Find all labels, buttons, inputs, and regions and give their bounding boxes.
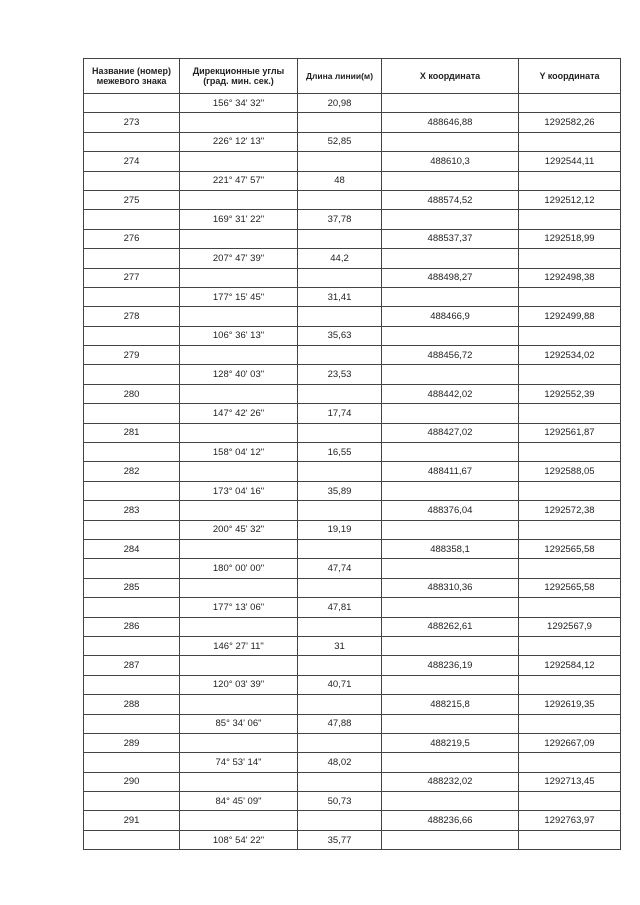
marker-name-cell — [84, 443, 180, 462]
y-coordinate-cell: 1292499,88 — [519, 307, 621, 326]
direction-angle-cell: 120° 03' 39" — [180, 675, 298, 694]
direction-angle-cell: 74° 53' 14" — [180, 753, 298, 772]
line-length-cell — [298, 501, 382, 520]
marker-name-cell — [84, 559, 180, 578]
x-coordinate-cell — [382, 636, 519, 655]
marker-name-cell — [84, 598, 180, 617]
x-coordinate-cell — [382, 326, 519, 345]
line-length-cell: 35,77 — [298, 830, 382, 849]
table-row — [84, 733, 621, 752]
table-row — [84, 811, 621, 830]
x-coordinate-cell: 488466,9 — [382, 307, 519, 326]
table-row — [84, 695, 621, 714]
line-length-cell: 47,81 — [298, 598, 382, 617]
direction-angle-cell: 173° 04' 16" — [180, 481, 298, 500]
table-row — [84, 656, 621, 675]
marker-name-cell — [84, 753, 180, 772]
table-row — [84, 501, 621, 520]
y-coordinate-cell — [519, 94, 621, 113]
table-row — [84, 714, 621, 733]
direction-angle-cell: 106° 36' 13" — [180, 326, 298, 345]
direction-angle-cell — [180, 462, 298, 481]
line-length-cell: 37,78 — [298, 210, 382, 229]
line-length-cell — [298, 695, 382, 714]
marker-name-cell — [84, 675, 180, 694]
x-coordinate-cell — [382, 520, 519, 539]
y-coordinate-cell — [519, 132, 621, 151]
y-coordinate-cell: 1292512,12 — [519, 190, 621, 209]
direction-angle-cell — [180, 190, 298, 209]
direction-angle-cell: 147° 42' 26" — [180, 404, 298, 423]
direction-angle-cell: 177° 15' 45" — [180, 287, 298, 306]
y-coordinate-cell — [519, 481, 621, 500]
table-row — [84, 365, 621, 384]
y-coordinate-cell: 1292588,05 — [519, 462, 621, 481]
line-length-cell — [298, 423, 382, 442]
marker-name-cell — [84, 287, 180, 306]
y-coordinate-cell — [519, 675, 621, 694]
x-coordinate-cell — [382, 443, 519, 462]
y-coordinate-cell: 1292567,9 — [519, 617, 621, 636]
line-length-cell: 52,85 — [298, 132, 382, 151]
direction-angle-cell — [180, 152, 298, 171]
table-row — [84, 443, 621, 462]
y-coordinate-cell: 1292572,38 — [519, 501, 621, 520]
x-coordinate-cell: 488236,66 — [382, 811, 519, 830]
line-length-cell — [298, 539, 382, 558]
x-coordinate-cell: 488537,37 — [382, 229, 519, 248]
line-length-cell — [298, 384, 382, 403]
y-coordinate-cell — [519, 171, 621, 190]
marker-name-cell — [84, 365, 180, 384]
table-row — [84, 346, 621, 365]
line-length-cell — [298, 617, 382, 636]
x-coordinate-cell: 488376,04 — [382, 501, 519, 520]
marker-name-cell: 291 — [84, 811, 180, 830]
x-coordinate-cell — [382, 210, 519, 229]
marker-name-cell — [84, 792, 180, 811]
line-length-cell — [298, 113, 382, 132]
table-row — [84, 559, 621, 578]
direction-angle-cell — [180, 695, 298, 714]
x-coordinate-cell: 488358,1 — [382, 539, 519, 558]
marker-name-cell — [84, 94, 180, 113]
x-coordinate-cell: 488427,02 — [382, 423, 519, 442]
x-coordinate-cell — [382, 714, 519, 733]
y-coordinate-cell — [519, 443, 621, 462]
header-x-coordinate: X координата — [382, 59, 519, 94]
y-coordinate-cell: 1292667,09 — [519, 733, 621, 752]
table-row — [84, 772, 621, 791]
marker-name-cell: 278 — [84, 307, 180, 326]
marker-name-cell: 288 — [84, 695, 180, 714]
table-row — [84, 462, 621, 481]
table-row — [84, 152, 621, 171]
y-coordinate-cell: 1292565,58 — [519, 578, 621, 597]
x-coordinate-cell — [382, 249, 519, 268]
direction-angle-cell: 207° 47' 39" — [180, 249, 298, 268]
table-row — [84, 190, 621, 209]
x-coordinate-cell — [382, 171, 519, 190]
marker-name-cell: 276 — [84, 229, 180, 248]
direction-angle-cell: 226° 12' 13" — [180, 132, 298, 151]
line-length-cell: 47,74 — [298, 559, 382, 578]
direction-angle-cell — [180, 229, 298, 248]
y-coordinate-cell: 1292561,87 — [519, 423, 621, 442]
marker-name-cell: 287 — [84, 656, 180, 675]
y-coordinate-cell — [519, 326, 621, 345]
y-coordinate-cell: 1292552,39 — [519, 384, 621, 403]
marker-name-cell: 285 — [84, 578, 180, 597]
line-length-cell — [298, 307, 382, 326]
line-length-cell: 31,41 — [298, 287, 382, 306]
y-coordinate-cell — [519, 287, 621, 306]
marker-name-cell: 280 — [84, 384, 180, 403]
direction-angle-cell: 169° 31' 22" — [180, 210, 298, 229]
x-coordinate-cell — [382, 365, 519, 384]
boundary-coordinates-table — [83, 58, 621, 850]
line-length-cell: 35,63 — [298, 326, 382, 345]
table-row — [84, 307, 621, 326]
line-length-cell — [298, 772, 382, 791]
line-length-cell — [298, 190, 382, 209]
direction-angle-cell — [180, 578, 298, 597]
marker-name-cell: 290 — [84, 772, 180, 791]
y-coordinate-cell — [519, 830, 621, 849]
line-length-cell — [298, 152, 382, 171]
x-coordinate-cell: 488219,5 — [382, 733, 519, 752]
marker-name-cell: 277 — [84, 268, 180, 287]
line-length-cell: 47,88 — [298, 714, 382, 733]
document-page — [83, 58, 620, 850]
y-coordinate-cell — [519, 636, 621, 655]
x-coordinate-cell: 488610,3 — [382, 152, 519, 171]
table-row — [84, 210, 621, 229]
line-length-cell — [298, 733, 382, 752]
direction-angle-cell — [180, 268, 298, 287]
x-coordinate-cell — [382, 598, 519, 617]
line-length-cell: 48 — [298, 171, 382, 190]
marker-name-cell — [84, 481, 180, 500]
line-length-cell: 40,71 — [298, 675, 382, 694]
marker-name-cell — [84, 171, 180, 190]
table-row — [84, 423, 621, 442]
direction-angle-cell: 128° 40' 03" — [180, 365, 298, 384]
y-coordinate-cell — [519, 792, 621, 811]
table-row — [84, 753, 621, 772]
line-length-cell: 17,74 — [298, 404, 382, 423]
table-row — [84, 384, 621, 403]
line-length-cell — [298, 578, 382, 597]
marker-name-cell — [84, 326, 180, 345]
line-length-cell: 50,73 — [298, 792, 382, 811]
direction-angle-cell: 158° 04' 12" — [180, 443, 298, 462]
direction-angle-cell — [180, 113, 298, 132]
marker-name-cell: 274 — [84, 152, 180, 171]
table-body — [84, 94, 621, 850]
y-coordinate-cell — [519, 249, 621, 268]
direction-angle-cell: 180° 00' 00" — [180, 559, 298, 578]
table-row — [84, 268, 621, 287]
table-row — [84, 287, 621, 306]
y-coordinate-cell: 1292763,97 — [519, 811, 621, 830]
marker-name-cell: 275 — [84, 190, 180, 209]
header-direction-angle: Дирекционные углы (град. мин. сек.) — [180, 59, 298, 94]
table-row — [84, 830, 621, 849]
header-marker-name: Название (номер) межевого знака — [84, 59, 180, 94]
table-row — [84, 578, 621, 597]
direction-angle-cell: 85° 34' 06" — [180, 714, 298, 733]
direction-angle-cell: 84° 45' 09" — [180, 792, 298, 811]
table-row — [84, 792, 621, 811]
y-coordinate-cell: 1292619,35 — [519, 695, 621, 714]
table-row — [84, 132, 621, 151]
y-coordinate-cell: 1292498,38 — [519, 268, 621, 287]
line-length-cell — [298, 656, 382, 675]
x-coordinate-cell: 488498,27 — [382, 268, 519, 287]
marker-name-cell — [84, 714, 180, 733]
table-row — [84, 249, 621, 268]
x-coordinate-cell — [382, 132, 519, 151]
line-length-cell: 20,98 — [298, 94, 382, 113]
header-y-coordinate: Y координата — [519, 59, 621, 94]
y-coordinate-cell: 1292518,99 — [519, 229, 621, 248]
marker-name-cell — [84, 520, 180, 539]
x-coordinate-cell — [382, 287, 519, 306]
table-row — [84, 520, 621, 539]
direction-angle-cell — [180, 772, 298, 791]
direction-angle-cell — [180, 384, 298, 403]
direction-angle-cell — [180, 656, 298, 675]
table-row — [84, 636, 621, 655]
marker-name-cell: 282 — [84, 462, 180, 481]
x-coordinate-cell: 488310,36 — [382, 578, 519, 597]
x-coordinate-cell — [382, 559, 519, 578]
line-length-cell — [298, 229, 382, 248]
table-row — [84, 229, 621, 248]
y-coordinate-cell: 1292713,45 — [519, 772, 621, 791]
table-row — [84, 171, 621, 190]
marker-name-cell: 281 — [84, 423, 180, 442]
direction-angle-cell: 221° 47' 57" — [180, 171, 298, 190]
table-row — [84, 113, 621, 132]
direction-angle-cell — [180, 733, 298, 752]
marker-name-cell — [84, 249, 180, 268]
x-coordinate-cell: 488236,19 — [382, 656, 519, 675]
marker-name-cell — [84, 132, 180, 151]
table-row — [84, 675, 621, 694]
line-length-cell — [298, 811, 382, 830]
line-length-cell: 44,2 — [298, 249, 382, 268]
x-coordinate-cell: 488262,61 — [382, 617, 519, 636]
marker-name-cell — [84, 210, 180, 229]
direction-angle-cell — [180, 617, 298, 636]
x-coordinate-cell: 488442,02 — [382, 384, 519, 403]
direction-angle-cell — [180, 539, 298, 558]
x-coordinate-cell — [382, 481, 519, 500]
y-coordinate-cell — [519, 404, 621, 423]
y-coordinate-cell — [519, 714, 621, 733]
x-coordinate-cell: 488456,72 — [382, 346, 519, 365]
table-row — [84, 404, 621, 423]
line-length-cell: 48,02 — [298, 753, 382, 772]
direction-angle-cell: 146° 27' 11" — [180, 636, 298, 655]
line-length-cell: 31 — [298, 636, 382, 655]
line-length-cell — [298, 346, 382, 365]
x-coordinate-cell: 488232,02 — [382, 772, 519, 791]
direction-angle-cell — [180, 423, 298, 442]
line-length-cell: 23,53 — [298, 365, 382, 384]
y-coordinate-cell: 1292584,12 — [519, 656, 621, 675]
marker-name-cell: 283 — [84, 501, 180, 520]
y-coordinate-cell: 1292582,26 — [519, 113, 621, 132]
y-coordinate-cell — [519, 753, 621, 772]
y-coordinate-cell — [519, 210, 621, 229]
direction-angle-cell: 200° 45' 32" — [180, 520, 298, 539]
x-coordinate-cell — [382, 830, 519, 849]
line-length-cell — [298, 268, 382, 287]
x-coordinate-cell: 488574,52 — [382, 190, 519, 209]
table-row — [84, 481, 621, 500]
marker-name-cell: 289 — [84, 733, 180, 752]
y-coordinate-cell — [519, 365, 621, 384]
marker-name-cell: 273 — [84, 113, 180, 132]
x-coordinate-cell — [382, 94, 519, 113]
y-coordinate-cell — [519, 520, 621, 539]
table-row — [84, 326, 621, 345]
direction-angle-cell — [180, 346, 298, 365]
direction-angle-cell: 108° 54' 22" — [180, 830, 298, 849]
x-coordinate-cell — [382, 792, 519, 811]
marker-name-cell: 286 — [84, 617, 180, 636]
table-row — [84, 539, 621, 558]
x-coordinate-cell: 488215,8 — [382, 695, 519, 714]
header-line-length: Длина линии(м) — [298, 59, 382, 94]
table-row — [84, 94, 621, 113]
marker-name-cell — [84, 636, 180, 655]
x-coordinate-cell — [382, 753, 519, 772]
x-coordinate-cell: 488411,67 — [382, 462, 519, 481]
header-row — [84, 59, 621, 94]
direction-angle-cell: 177° 13' 06" — [180, 598, 298, 617]
y-coordinate-cell: 1292534,02 — [519, 346, 621, 365]
y-coordinate-cell: 1292544,11 — [519, 152, 621, 171]
line-length-cell: 35,89 — [298, 481, 382, 500]
line-length-cell: 16,55 — [298, 443, 382, 462]
marker-name-cell — [84, 404, 180, 423]
marker-name-cell: 284 — [84, 539, 180, 558]
direction-angle-cell — [180, 811, 298, 830]
line-length-cell: 19,19 — [298, 520, 382, 539]
direction-angle-cell — [180, 307, 298, 326]
table-row — [84, 598, 621, 617]
x-coordinate-cell — [382, 404, 519, 423]
x-coordinate-cell — [382, 675, 519, 694]
marker-name-cell: 279 — [84, 346, 180, 365]
marker-name-cell — [84, 830, 180, 849]
x-coordinate-cell: 488646,88 — [382, 113, 519, 132]
y-coordinate-cell — [519, 598, 621, 617]
direction-angle-cell — [180, 501, 298, 520]
direction-angle-cell: 156° 34' 32" — [180, 94, 298, 113]
y-coordinate-cell — [519, 559, 621, 578]
y-coordinate-cell: 1292565,58 — [519, 539, 621, 558]
table-row — [84, 617, 621, 636]
line-length-cell — [298, 462, 382, 481]
table-header — [84, 59, 621, 94]
